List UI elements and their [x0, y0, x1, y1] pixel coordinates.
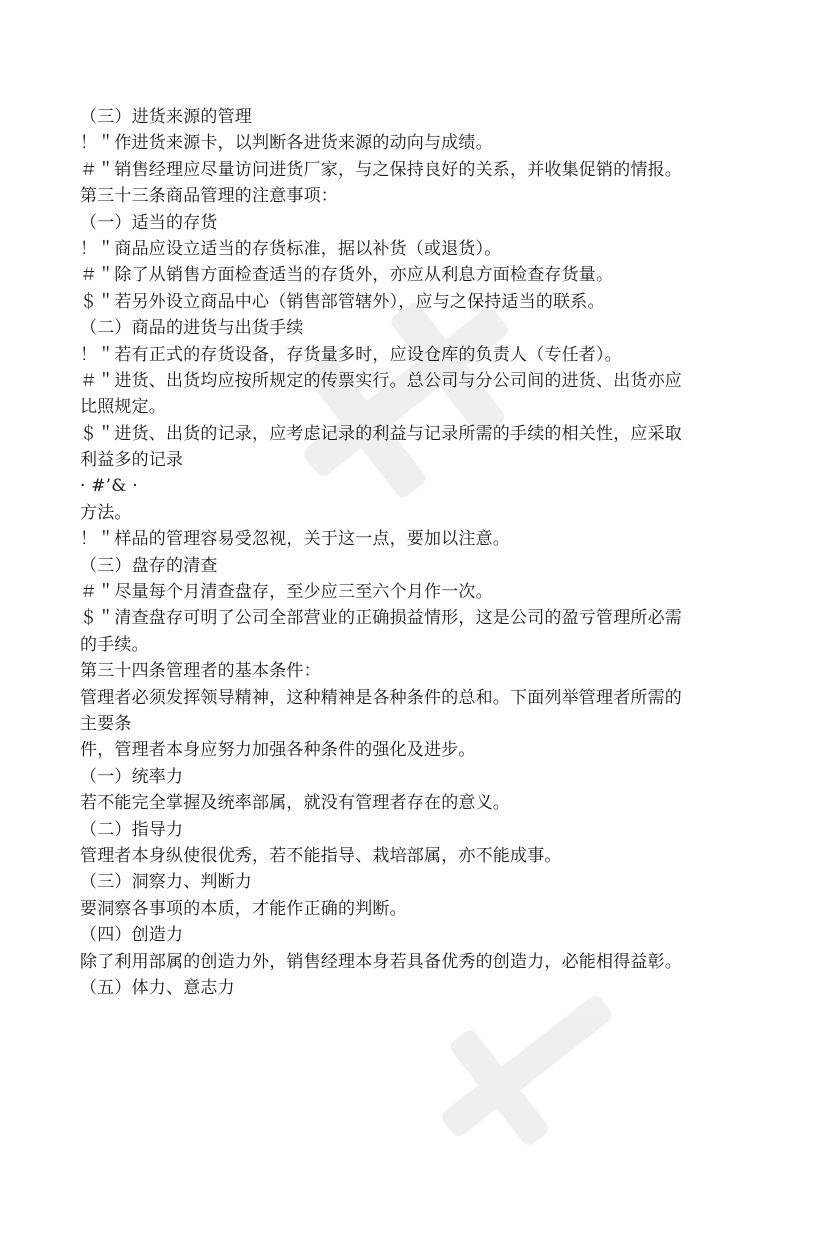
text-line: （二）商品的进货与出货手续: [80, 318, 304, 339]
text-line: 管理者必须发挥领导精神，这种精神是各种条件的总和。下面列举管理者所需的: [80, 687, 682, 708]
text-line: ＃＂尽量每个月清查盘存，至少应三至六个月作一次。: [80, 582, 493, 603]
text-line: ＃＂进货、出货均应按所规定的传票实行。总公司与分公司间的进货、出货亦应: [80, 370, 682, 391]
text-line: 第三十三条商品管理的注意事项：: [80, 186, 338, 207]
text-line: ！＂若有正式的存货设备，存货量多时，应设仓库的负责人（专任者）。: [80, 344, 622, 365]
text-line: 主要条: [80, 713, 132, 734]
text-line: ＄＂若另外设立商品中心（销售部管辖外），应与之保持适当的联系。: [80, 291, 605, 312]
text-line: （三）洞察力、判断力: [80, 872, 252, 893]
text-line: （三）进货来源的管理: [80, 107, 252, 127]
text-line: 方法。: [80, 502, 132, 523]
text-line: （四）创造力: [80, 925, 184, 946]
text-line: · #’& ·: [80, 476, 138, 497]
document-body: [80, 104, 760, 1001]
text-line: 比照规定。: [80, 397, 166, 418]
text-line: 若不能完全掌握及统率部属，就没有管理者存在的意义。: [80, 793, 510, 814]
text-line: （一）适当的存货: [80, 212, 218, 233]
text-line: 要洞察各事项的本质，才能作正确的判断。: [80, 898, 407, 919]
text-line: ＄＂清查盘存可明了公司全部营业的正确损益情形，这是公司的盈亏管理所必需: [80, 608, 682, 629]
text-line: （三）盘存的清查: [80, 555, 218, 576]
text-line: （五）体力、意志力: [80, 977, 235, 998]
text-line: ＃＂除了从销售方面检查适当的存货外，亦应从利息方面检查存货量。: [80, 265, 614, 286]
text-line: ！＂作进货来源卡，以判断各进货来源的动向与成绩。: [80, 133, 493, 154]
text-line: 件，管理者本身应努力加强各种条件的强化及进步。: [80, 740, 476, 761]
text-line: ！＂商品应设立适当的存货标准，据以补货（或退货）。: [80, 238, 502, 259]
text-line: （一）统率力: [80, 766, 184, 787]
text-line: ＃＂销售经理应尽量访问进货厂家，与之保持良好的关系，并收集促销的情报。: [80, 159, 682, 180]
text-line: 除了利用部属的创造力外，销售经理本身若具备优秀的创造力，必能相得益彰。: [80, 951, 682, 972]
text-line: ＄＂进货、出货的记录，应考虑记录的利益与记录所需的手续的相关性，应采取: [80, 423, 682, 444]
text-line: 利益多的记录: [80, 450, 184, 471]
text-line: ！＂样品的管理容易受忽视，关于这一点，要加以注意。: [80, 529, 510, 550]
text-line: 的手续。: [80, 634, 149, 655]
text-line: 管理者本身纵使很优秀，若不能指导、栽培部属，亦不能成事。: [80, 845, 562, 866]
text-line: （二）指导力: [80, 819, 184, 840]
text-line: 第三十四条管理者的基本条件：: [80, 661, 321, 682]
